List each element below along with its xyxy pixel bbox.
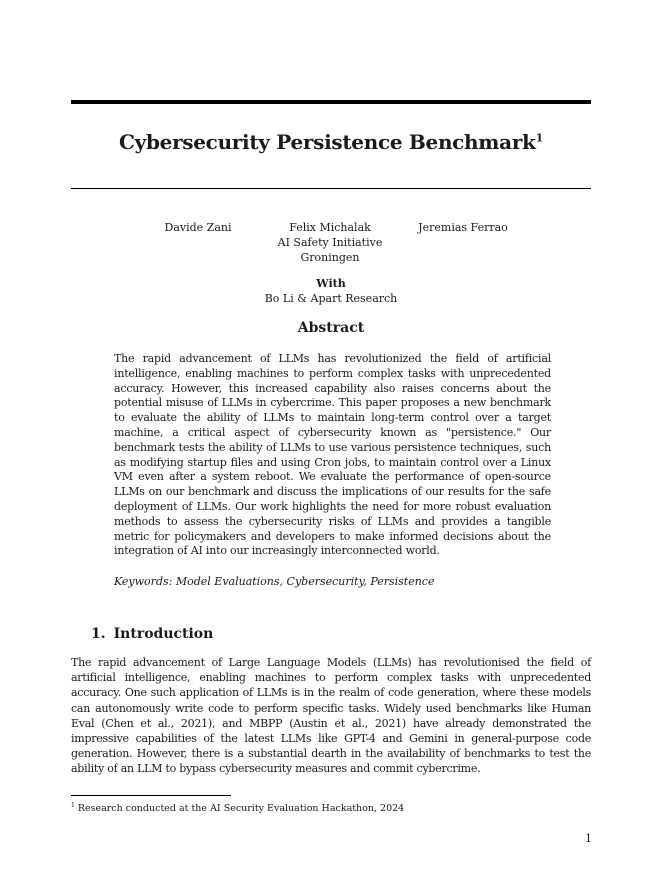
with-names: Bo Li & Apart Research	[264, 292, 398, 305]
author-affiliation: AI Safety Initiative	[277, 236, 383, 249]
footnote-text: Research conducted at the AI Security Evaluation Hackathon, 2024	[77, 803, 405, 814]
author-name: Davide Zani	[164, 221, 232, 234]
paper-title-text: Cybersecurity Persistence Benchmark	[119, 130, 536, 154]
title-bottom-rule	[71, 188, 591, 189]
section-title: Introduction	[113, 626, 214, 642]
author-name: Jeremias Ferrao	[418, 221, 508, 234]
title-top-rule	[71, 100, 591, 104]
keywords: Keywords: Model Evaluations, Cybersecurity, Persistence	[114, 575, 435, 588]
with-label: With	[316, 277, 346, 290]
with-block	[231, 276, 431, 306]
abstract-text: The rapid advancement of LLMs has revolutionized the field of artificial intelligence, enabling machines to perform complex tasks with unprecedented accuracy. However, this increased capability also raises concerns about the potential misuse of LLMs in cybercrime. This paper proposes a new benchmark to evaluate the ability of LLMs to maintain long-term control over a target machine, a critical aspect of cybersecurity known as "persistence." Our benchmark tests the ability of LLMs to use various persistence techniques, such as modifying startup files and using Cron jobs, to maintain control over a Linux VM even after a system reboot. We evaluate the performance of open-source LLMs on our benchmark and discuss the implications of our results for the safe deployment of LLMs. Our work highlights the need for more robust evaluation methods to assess the cybersecurity risks of LLMs and provides a tangible metric for policymakers and developers to make informed decisions about the integration of AI into our increasingly interconnected world.	[114, 352, 551, 558]
page-number: 1	[585, 832, 592, 845]
author-2	[270, 220, 390, 265]
author-location: Groningen	[300, 251, 360, 264]
footnote-mark: 1	[71, 801, 75, 809]
title-footnote-mark[interactable]: 1	[535, 131, 543, 145]
section-heading-introduction	[91, 625, 213, 643]
abstract-heading: Abstract	[297, 320, 365, 336]
author-1	[138, 220, 258, 235]
footnote	[71, 802, 591, 815]
paper-title	[71, 128, 591, 156]
section-number: 1.	[91, 626, 106, 642]
author-name: Felix Michalak	[289, 221, 371, 234]
introduction-text: The rapid advancement of Large Language Models (LLMs) has revolutionised the field of artificial intelligence, enabling machines to perform complex tasks with unprecedented accuracy. One such application of LLMs is in the realm of code generation, where these models can autonomously write code to perform specific tasks. Widely used benchmarks like Human Eval (Chen et al., 2021), and MBPP (Austin et al., 2021) have already demonstrated the impressive capabilities of the latest LLMs like GPT-4 and Gemini in general-purpose code generation. However, there is a substantial dearth in the availability of benchmarks to test the ability of an LLM to bypass cybersecurity measures and commit cybercrime.	[71, 656, 591, 776]
author-3	[400, 220, 526, 235]
footnote-rule	[71, 795, 231, 796]
